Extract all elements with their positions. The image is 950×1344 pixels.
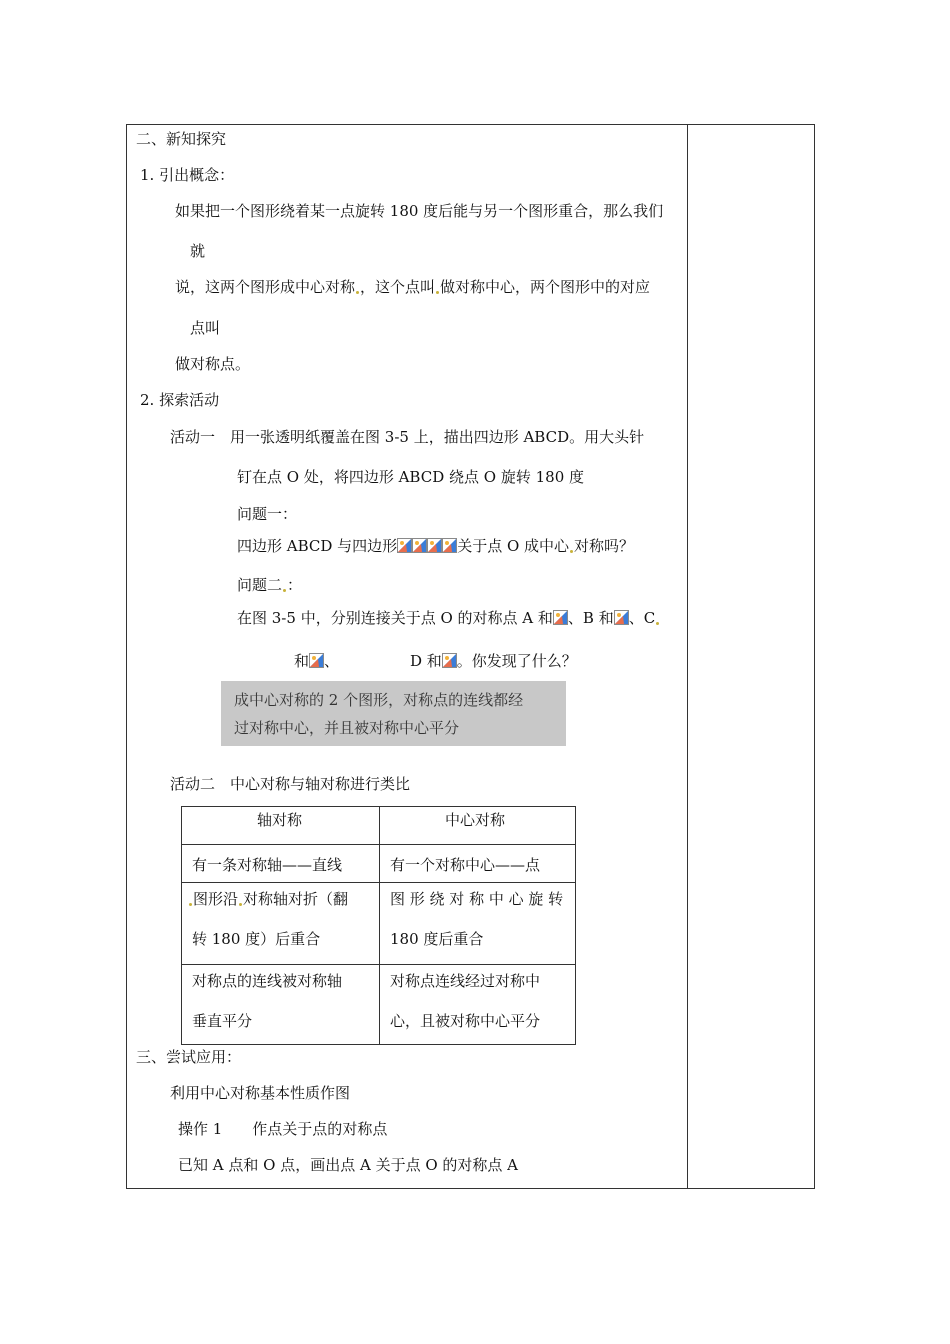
table-cell: 对称点的连线被对称轴 垂直平分 [182,965,380,1045]
image-placeholder-icon [397,538,412,553]
concept-line-3: 说，这两个图形成中心对称 ，这个点叫 做对称中心，两个图形中的对应 [175,278,651,296]
table-header-cell: 轴对称 [182,807,380,845]
concept-line-4: 点叫 [190,319,221,337]
image-placeholder-icon [412,538,427,553]
marker-dot [283,589,286,592]
question2-line-1: 在图 3-5 中，分别连接关于点 O 的对称点 A 和 、B 和 、C [237,608,660,628]
column-divider [687,124,688,1189]
table-row [182,883,576,965]
activity2-heading: 活动二 中心对称与轴对称进行类比 [170,775,411,793]
image-placeholder-icon [553,610,568,625]
section-heading-application: 三、尝试应用： [136,1048,242,1066]
table-cell: 有一条对称轴——直线 [182,845,380,883]
image-placeholder-icon [309,653,324,668]
activity1-line-1: 活动一 用一张透明纸覆盖在图 3-5 上，描出四边形 ABCD。用大头针 [170,428,645,446]
question2-label: 问题二 ： [237,576,303,594]
answer-line-2: 过对称中心，并且被对称中心平分 [234,719,460,737]
image-placeholder-icon [442,653,457,668]
table-cell: 对称点连线经过对称中 心，且被对称中心平分 [380,965,576,1045]
table-header-row [182,807,576,845]
question2-line-2a: 和 、 [294,652,340,670]
comparison-table [181,806,576,1045]
image-placeholder-icon [427,538,442,553]
concept-heading: 1. 引出概念： [140,166,235,184]
marker-dot [189,903,192,906]
explore-heading: 2. 探索活动 [140,391,220,409]
table-cell: 图形沿 对称轴对折（翻 转 180 度）后重合 [182,883,380,965]
table-row [182,845,576,883]
marker-dot [436,291,439,294]
table-cell: 图 形 绕 对 称 中 心 旋 转 180 度后重合 [380,883,576,965]
concept-line-5: 做对称点。 [175,355,251,373]
activity1-line-2: 钉在点 O 处，将四边形 ABCD 绕点 O 旋转 180 度 [237,468,585,486]
marker-dot [656,622,659,625]
marker-dot [239,903,242,906]
application-line-1: 利用中心对称基本性质作图 [170,1084,351,1102]
marker-dot [570,550,573,553]
image-placeholder-icon [442,538,457,553]
table-cell: 有一个对称中心——点 [380,845,576,883]
section-heading-new-knowledge: 二、新知探究 [136,130,227,148]
concept-line-1: 如果把一个图形绕着某一点旋转 180 度后能与另一个图形重合，那么我们 [175,202,664,220]
question1-text: 四边形 ABCD 与四边形 关于点 O 成中心 对称吗？ [237,537,635,555]
table-row [182,965,576,1045]
table-header-cell: 中心对称 [380,807,576,845]
question2-line-2b: D 和 。你发现了什么？ [410,652,577,670]
question1-label: 问题一： [237,505,298,523]
image-placeholder-icon [614,610,629,625]
operation-1-heading: 操作 1 作点关于点的对称点 [178,1120,388,1138]
marker-dot [356,291,359,294]
operation-1-text: 已知 A 点和 O 点，画出点 A 关于点 O 的对称点 A [178,1156,519,1174]
concept-line-2: 就 [190,242,206,260]
answer-line-1: 成中心对称的 2 个图形，对称点的连线都经 [234,691,524,709]
